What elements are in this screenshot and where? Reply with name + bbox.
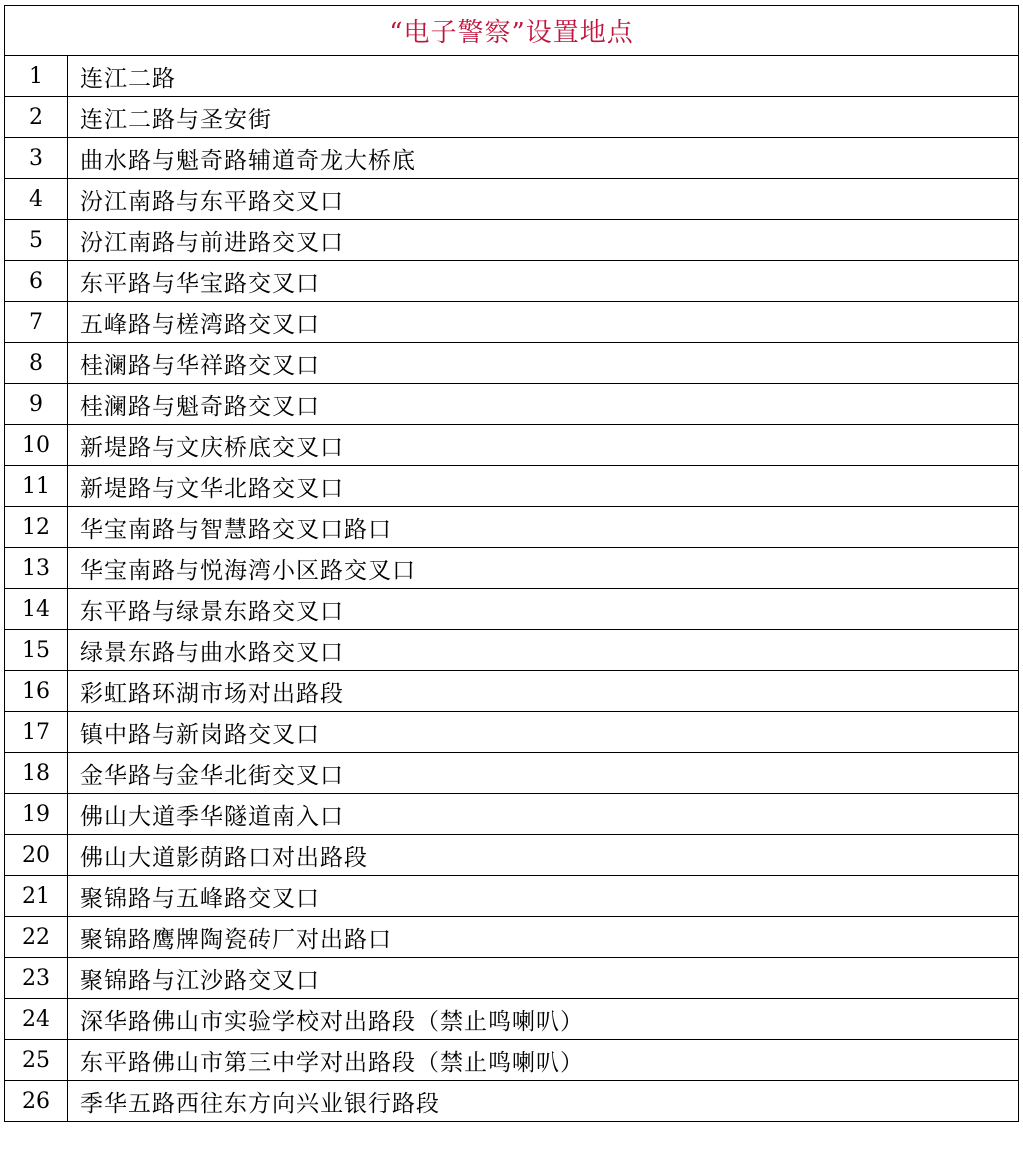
location-name: 佛山大道影荫路口对出路段: [68, 835, 1019, 876]
row-number: 3: [5, 138, 68, 179]
table-row: [5, 589, 1019, 630]
table-row: [5, 917, 1019, 958]
table-title: “电子警察”设置地点: [5, 6, 1019, 56]
location-name: 绿景东路与曲水路交叉口: [68, 630, 1019, 671]
location-name: 聚锦路与五峰路交叉口: [68, 876, 1019, 917]
row-number: 23: [5, 958, 68, 999]
location-name: 汾江南路与东平路交叉口: [68, 179, 1019, 220]
table-row: [5, 507, 1019, 548]
row-number: 1: [5, 56, 68, 97]
location-name: 聚锦路与江沙路交叉口: [68, 958, 1019, 999]
table-row: [5, 466, 1019, 507]
table-row: [5, 1040, 1019, 1081]
location-name: 华宝南路与智慧路交叉口路口: [68, 507, 1019, 548]
row-number: 18: [5, 753, 68, 794]
row-number: 20: [5, 835, 68, 876]
table-row: [5, 384, 1019, 425]
table-row: [5, 835, 1019, 876]
row-number: 25: [5, 1040, 68, 1081]
table-row: [5, 999, 1019, 1040]
row-number: 22: [5, 917, 68, 958]
locations-table-container: [4, 5, 1018, 1122]
row-number: 4: [5, 179, 68, 220]
row-number: 21: [5, 876, 68, 917]
row-number: 9: [5, 384, 68, 425]
row-number: 10: [5, 425, 68, 466]
table-row: [5, 958, 1019, 999]
table-row: [5, 876, 1019, 917]
location-name: 东平路佛山市第三中学对出路段（禁止鸣喇叭）: [68, 1040, 1019, 1081]
location-name: 五峰路与槎湾路交叉口: [68, 302, 1019, 343]
location-name: 连江二路: [68, 56, 1019, 97]
row-number: 17: [5, 712, 68, 753]
location-name: 深华路佛山市实验学校对出路段（禁止鸣喇叭）: [68, 999, 1019, 1040]
location-name: 聚锦路鹰牌陶瓷砖厂对出路口: [68, 917, 1019, 958]
table-row: [5, 671, 1019, 712]
row-number: 24: [5, 999, 68, 1040]
location-name: 连江二路与圣安街: [68, 97, 1019, 138]
location-name: 汾江南路与前进路交叉口: [68, 220, 1019, 261]
location-name: 金华路与金华北街交叉口: [68, 753, 1019, 794]
row-number: 14: [5, 589, 68, 630]
row-number: 2: [5, 97, 68, 138]
location-name: 新堤路与文庆桥底交叉口: [68, 425, 1019, 466]
table-row: [5, 548, 1019, 589]
row-number: 8: [5, 343, 68, 384]
row-number: 16: [5, 671, 68, 712]
table-row: [5, 138, 1019, 179]
table-row: [5, 302, 1019, 343]
row-number: 6: [5, 261, 68, 302]
location-name: 华宝南路与悦海湾小区路交叉口: [68, 548, 1019, 589]
table-row: [5, 343, 1019, 384]
table-row: [5, 56, 1019, 97]
location-name: 彩虹路环湖市场对出路段: [68, 671, 1019, 712]
table-row: [5, 261, 1019, 302]
location-name: 东平路与华宝路交叉口: [68, 261, 1019, 302]
row-number: 5: [5, 220, 68, 261]
row-number: 7: [5, 302, 68, 343]
row-number: 26: [5, 1081, 68, 1122]
table-row: [5, 630, 1019, 671]
location-name: 佛山大道季华隧道南入口: [68, 794, 1019, 835]
location-name: 镇中路与新岗路交叉口: [68, 712, 1019, 753]
row-number: 12: [5, 507, 68, 548]
table-row: [5, 220, 1019, 261]
row-number: 15: [5, 630, 68, 671]
table-row: [5, 1081, 1019, 1122]
location-name: 东平路与绿景东路交叉口: [68, 589, 1019, 630]
title-row: [5, 6, 1019, 56]
table-row: [5, 179, 1019, 220]
table-row: [5, 794, 1019, 835]
table-row: [5, 425, 1019, 466]
location-name: 曲水路与魁奇路辅道奇龙大桥底: [68, 138, 1019, 179]
row-number: 13: [5, 548, 68, 589]
table-row: [5, 712, 1019, 753]
location-name: 新堤路与文华北路交叉口: [68, 466, 1019, 507]
table-row: [5, 753, 1019, 794]
location-name: 季华五路西往东方向兴业银行路段: [68, 1081, 1019, 1122]
location-name: 桂澜路与华祥路交叉口: [68, 343, 1019, 384]
table-row: [5, 97, 1019, 138]
locations-table: [4, 5, 1019, 1122]
table-body: [5, 6, 1019, 1122]
row-number: 19: [5, 794, 68, 835]
row-number: 11: [5, 466, 68, 507]
location-name: 桂澜路与魁奇路交叉口: [68, 384, 1019, 425]
